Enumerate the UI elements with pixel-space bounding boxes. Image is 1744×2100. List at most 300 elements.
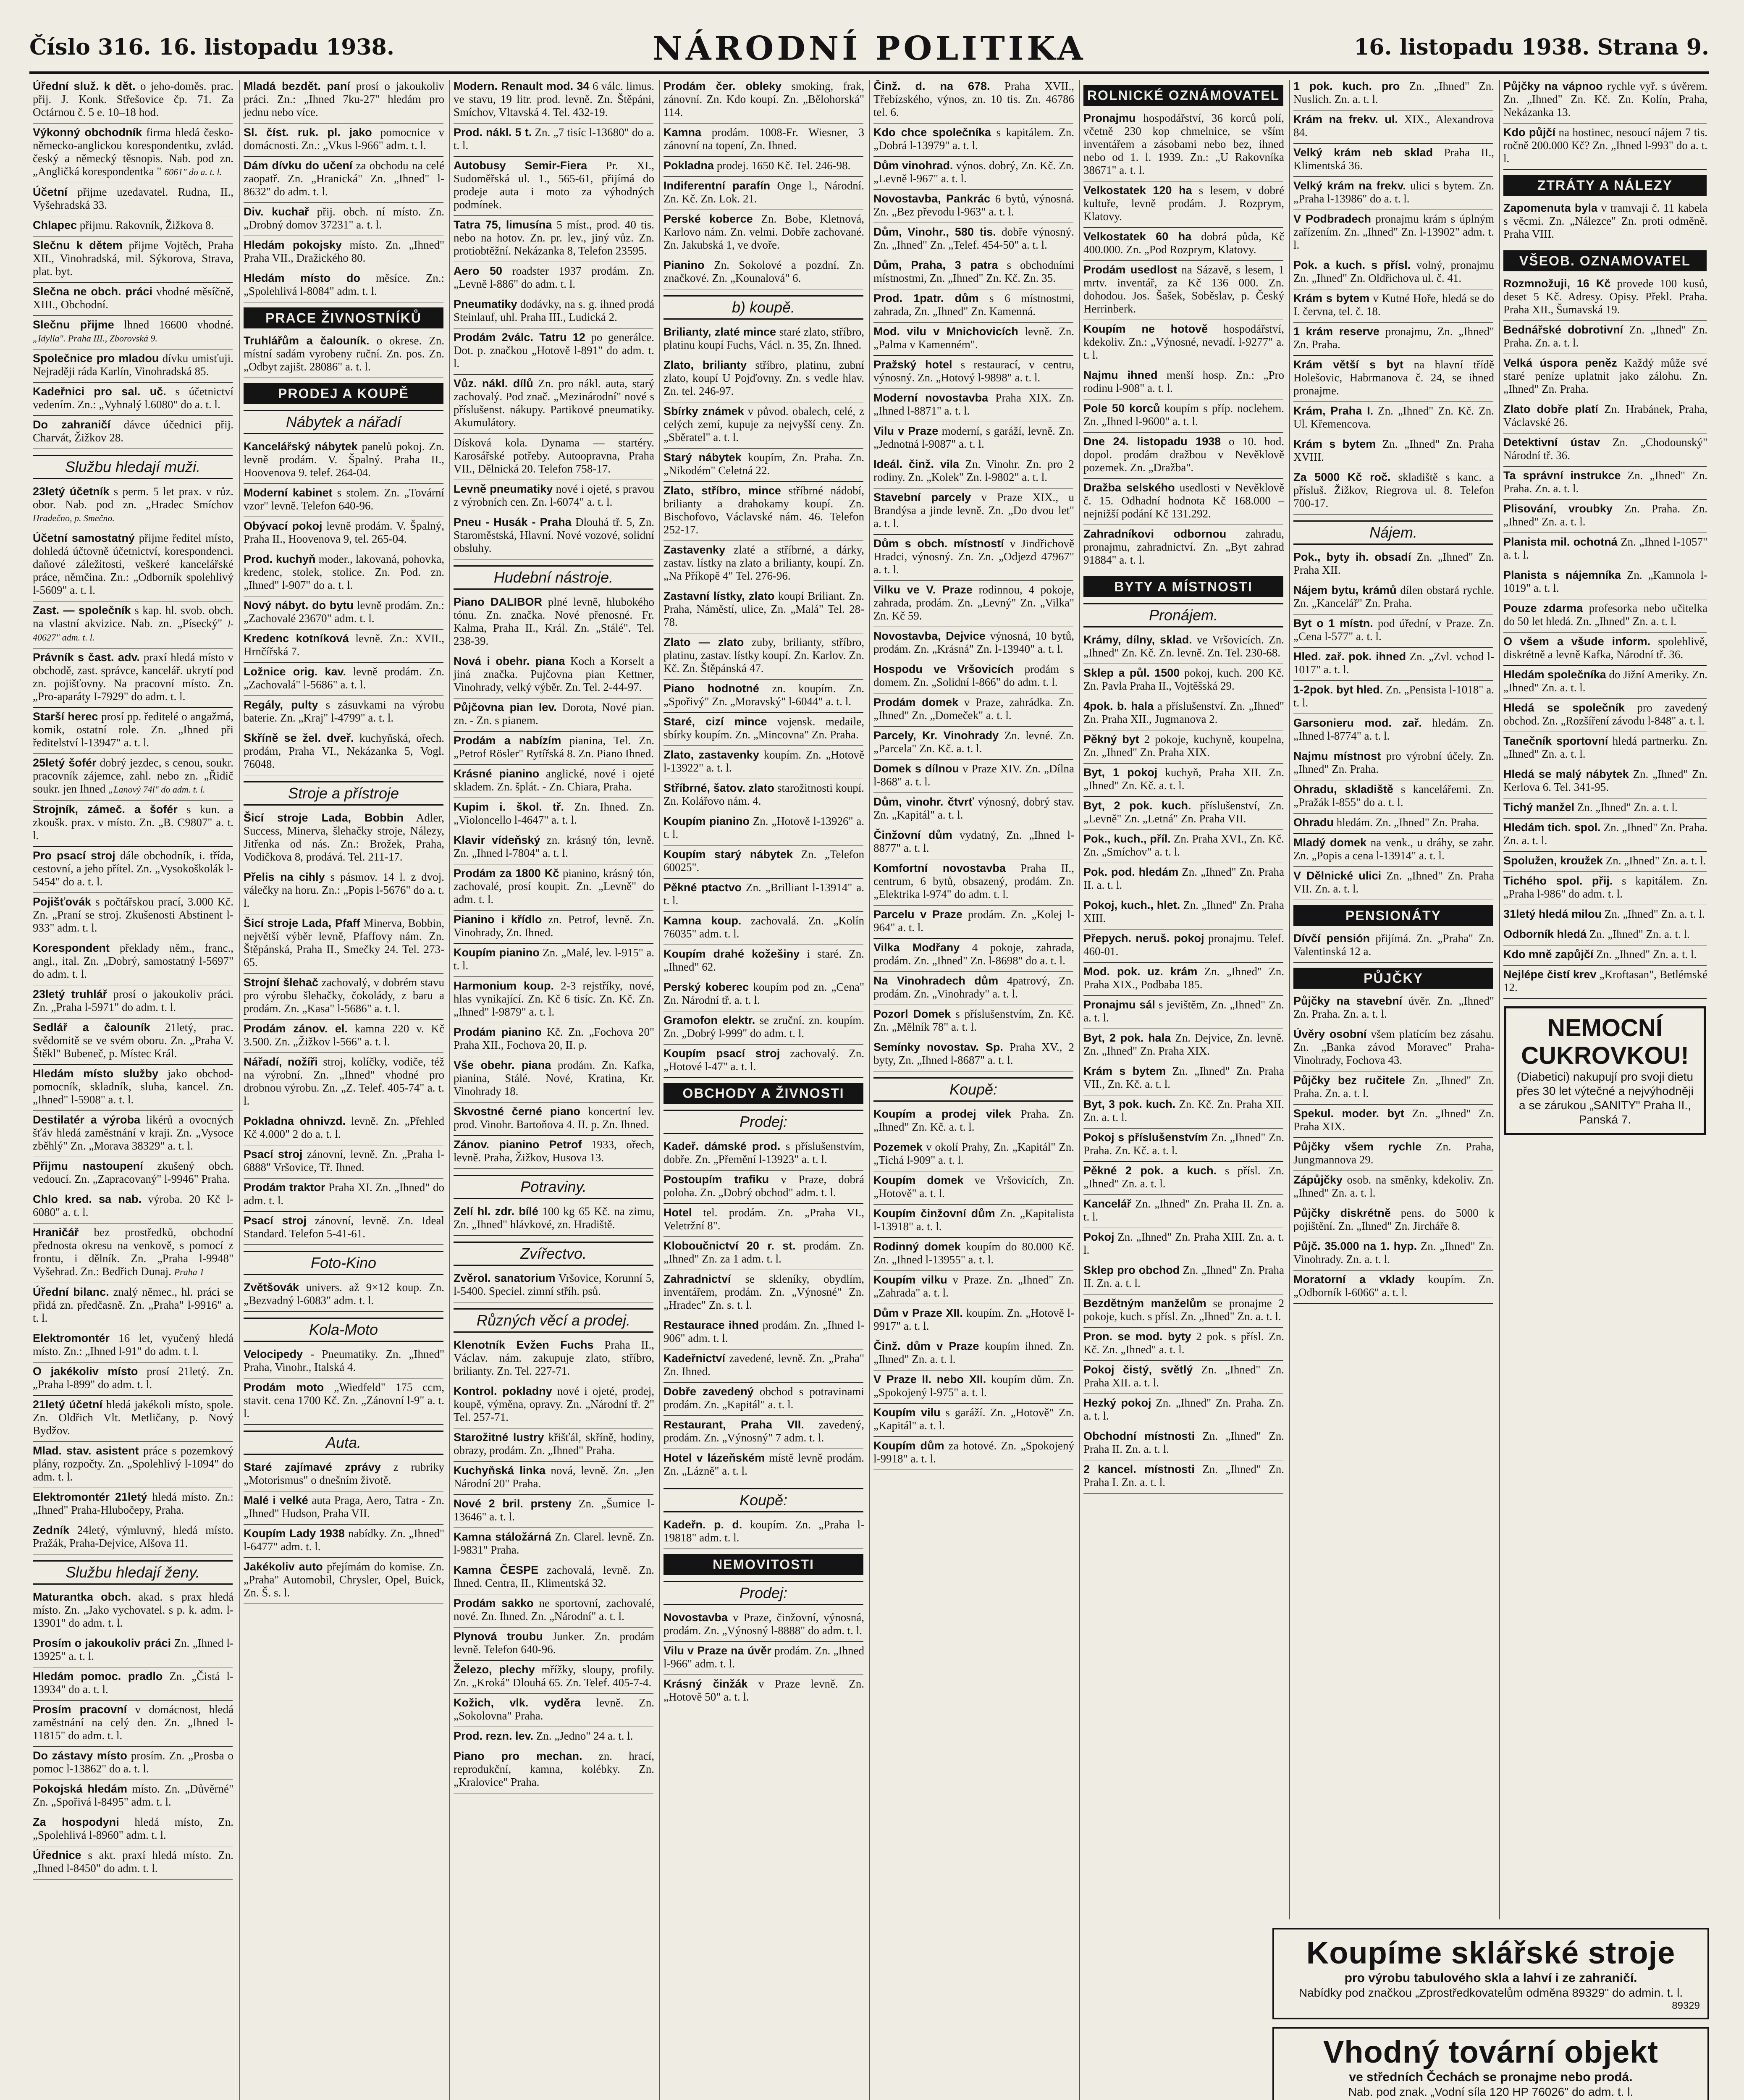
ad-text: prosí o jakoukoliv práci. Zn.: „Ihned 7ku-27" hledám pro jednu nebo více. xyxy=(244,80,444,118)
ad-heading: Kamna ČESPE xyxy=(454,1564,539,1576)
ad-text: Každý může své staré peníze uplatnit jako zálohu. Zn. „Ihned" Zn. Praha. xyxy=(1503,357,1708,395)
ad-heading: Malé i velké xyxy=(244,1494,308,1507)
ad-text: levně. Zn. „Přehled Kč 4.000" 2 do a. t. l. xyxy=(244,1115,445,1140)
classified-ad xyxy=(1293,995,1494,1021)
ad-text: hledám. Zn. „Ihned" Zn. Praha. xyxy=(1336,816,1479,829)
ad-text: z rubriky „Motorismus" o dnešním životě. xyxy=(244,1461,445,1486)
ad-text: Zn. „Ihned" Zn. Praha VII. Zn. a. t. l. xyxy=(1293,869,1494,895)
classified-ad xyxy=(33,1160,233,1186)
classified-ad xyxy=(873,292,1074,318)
ad-text: dobrý jezdec, s cenou, soukr. pracovník zájemce, zahl. nebo zn. „Řidič soukr. jen Ihned xyxy=(33,756,233,795)
ad-text: nabídky. Zn. „Ihned" l-6477" adm. t. l. xyxy=(244,1527,444,1553)
classified-ad xyxy=(873,458,1074,484)
classified-ad xyxy=(33,1067,233,1106)
ad-divider xyxy=(33,1746,233,1747)
ad-text: příslušenství, Zn. „Levně" Zn. „Letná" Zn. Praha VII. xyxy=(1083,799,1284,825)
ad-heading: Komfortní novostavba xyxy=(873,862,1006,874)
classified-ad xyxy=(244,334,444,373)
ad-heading: Ložnice orig. kav. xyxy=(244,665,346,678)
ad-text: na hlavní třídě Holešovic, Habrmanova č. 24, se ihned pronajme. xyxy=(1293,358,1495,397)
column-1 xyxy=(29,80,236,2100)
classified-ad xyxy=(33,418,233,444)
ad-text: koupí Briliant. Zn. Praha, Náměstí, ulice, Zn. „Malá" Tel. 28-78. xyxy=(664,590,865,628)
classified-ad xyxy=(33,186,233,212)
classified-ad xyxy=(873,630,1074,656)
ad-heading: Krámy, dílny, sklad. xyxy=(1083,633,1192,646)
ad-text: akad. s prax hledá místo. Zn. „Jako vychovatel. s p. k. adm. l-13901" do adm. t. l. xyxy=(33,1591,234,1629)
ad-heading: Detektivní ústav xyxy=(1503,436,1600,449)
ad-heading: Za 5000 Kč roč. xyxy=(1293,471,1391,483)
ad-text: 21letý, prac. svědomitě se ve svém oboru. Zn. „Praha V. Štěkl" Bubeneč, p. Místec Král. xyxy=(33,1021,234,1060)
ad-heading: Velocipedy xyxy=(244,1348,303,1360)
classified-ad xyxy=(454,80,654,119)
ad-heading: Železo, plechy xyxy=(454,1663,535,1676)
ad-heading: Zánov. pianino Petrof xyxy=(454,1138,582,1151)
ad-divider xyxy=(33,892,233,893)
ad-text: v okolí Prahy, Zn. „Kapitál" Zn. „Tichá l-909" a. t. l. xyxy=(873,1141,1075,1166)
ad-heading: Jakékoliv auto xyxy=(244,1560,323,1573)
ad-heading: Pokoj xyxy=(1083,1231,1115,1243)
classified-ad xyxy=(873,159,1074,185)
column-6 xyxy=(1079,80,1287,2100)
ad-heading: Ta správní instrukce xyxy=(1503,469,1621,482)
classified-ad xyxy=(244,159,444,198)
ad-text: prodám. 1008-Fr. Wiesner, 3 zánovní na topení, Zn. Ihned. xyxy=(664,126,864,152)
ad-text: s příslušenstvím, dobře. Zn. „Přemění l-13923" a. t. l. xyxy=(664,1140,865,1166)
ad-heading: Přijmu nastoupení xyxy=(33,1160,143,1172)
ad-text: v původ. obalech, celé, z celých zemí, kupuje za nejvyšší ceny. Zn. „Sběratel" a. t. l. xyxy=(664,405,865,444)
classified-ad xyxy=(1293,1240,1494,1266)
ad-text: prosí pp. ředitelé o angažmá, komik, ostatní role. Zn. „Ihned při ředitelství l-13947" a. t. l. xyxy=(33,710,233,749)
ad-heading: Prodám a nabízím xyxy=(454,734,561,747)
ad-divider xyxy=(1503,851,1707,852)
ad-heading: Modern. Renault mod. 34 xyxy=(454,80,590,92)
masthead xyxy=(29,25,1709,74)
ad-text: úvěr. Zn. „Ihned" Zn. Praha. Zn. a. t. l. xyxy=(1293,995,1495,1020)
classified-ad xyxy=(1083,766,1284,792)
ad-text: Praha. Zn. „Ihned" Zn. Kč. a. t. l. xyxy=(873,1108,1075,1133)
ad-heading: Pneumatiky xyxy=(454,298,517,310)
ad-text: v tramvaji č. 11 kabela s věcmi. Zn. „Nálezce" Zn. proti odměně. Praha VIII. xyxy=(1503,202,1708,240)
ad-heading: Tichý manžel xyxy=(1503,801,1575,814)
ad-text: Praha XV., 2 byty, Zn. „Ihned l-8687" a. t. l. xyxy=(873,1041,1074,1066)
ad-code: Praha 1 xyxy=(174,1267,205,1277)
classified-ad xyxy=(664,405,864,444)
ad-heading: Piano pro mechan. xyxy=(454,1750,582,1762)
classified-ad xyxy=(1293,617,1494,643)
ad-heading: Skvostné černé piano xyxy=(454,1105,580,1118)
ad-divider xyxy=(244,662,443,663)
ad-heading: Byt, 1 pokoj xyxy=(1083,766,1158,779)
ad-heading: Planista mil. ochotná xyxy=(1503,536,1618,548)
ad-text: zavedené, levně. Zn. „Praha" Zn. Ihned. xyxy=(664,1352,864,1378)
ad-text: levně prodám. V. Špalný, Praha II., Hoovenova 9, tel. 265-04. xyxy=(244,520,445,545)
classified-ad xyxy=(873,1041,1074,1067)
ad-heading: Přelis na cihly xyxy=(244,871,325,883)
classified-ad xyxy=(1503,948,1707,961)
ad-heading: Destilatér a výroba xyxy=(33,1113,141,1126)
ad-divider xyxy=(1083,478,1283,479)
classified-ad xyxy=(873,974,1074,1000)
ad-text: Vršovice, Korunní 5, l-5400. Speciel. zimní stříh. psů. xyxy=(454,1272,654,1297)
classified-ad xyxy=(873,941,1074,967)
ad-text: dílen obstará rychle. Zn. „Kancelář" Zn. Praha. xyxy=(1293,584,1494,609)
ad-text: Zn. „Ihned" Zn. Praha. Zn. a. t. l. xyxy=(1503,469,1708,495)
ad-divider xyxy=(1083,995,1283,996)
boxed-ad-heading: NEMOCNÍ CUKROVKOU! xyxy=(1521,1014,1689,1069)
classified-ad xyxy=(1503,602,1707,628)
ad-divider xyxy=(664,176,863,177)
ad-heading: Hled. zař. pok. ihned xyxy=(1293,650,1406,663)
ad-text: roadster 1937 prodám. Zn. „Levně l-886" do adm. t. l. xyxy=(454,265,654,290)
ad-heading: Účetní xyxy=(33,186,68,198)
ad-heading: Strojník, zámeč. a šofér xyxy=(33,803,178,816)
ad-heading: Chlapec xyxy=(33,219,77,231)
ad-text: stříbro, platinu, zubní zlato, koupí U Pojďovny. Zn. s vedle hlav. Zn. tel. 246-97. xyxy=(664,359,864,397)
classified-ad xyxy=(1083,481,1284,520)
classified-ad xyxy=(244,1022,444,1048)
classified-ad xyxy=(454,1105,654,1131)
ad-heading: Pok. a kuch. s přísl. xyxy=(1293,259,1411,271)
ad-text: s stolem. Zn. „Tovární vzor" levně. Telefon 640-96. xyxy=(244,486,444,512)
classified-ad xyxy=(1083,899,1284,925)
ad-heading: Účetní samostatný xyxy=(33,532,135,544)
ad-text: Zn. „Ihned" Zn. Nuslich. Zn. a. t. l. xyxy=(1293,80,1495,105)
ad-divider xyxy=(664,679,863,680)
ad-heading: Zápůjčky xyxy=(1293,1173,1343,1186)
ad-text: Zn. „Ihned" Zn. Praha XIII. xyxy=(1083,899,1285,924)
ad-divider xyxy=(873,355,1073,356)
ad-heading: Do zástavy místo xyxy=(33,1749,127,1762)
ad-code: 6061" do a. t. l. xyxy=(164,167,222,177)
ad-divider xyxy=(33,315,233,316)
classified-ad xyxy=(1293,836,1494,862)
ad-heading: Zastavenky xyxy=(664,543,726,556)
classified-ad xyxy=(454,1597,654,1623)
ad-divider xyxy=(244,1178,443,1179)
ad-heading: Restaurace ihned xyxy=(664,1319,759,1331)
classified-ad xyxy=(33,239,233,278)
classified-ad xyxy=(33,1286,233,1325)
ad-text: překlady něm., franc., angl., ital. Zn. „Dobrý, samostatný l-5697" do adm. t. l. xyxy=(33,942,233,980)
ad-divider xyxy=(244,1019,443,1020)
ad-text: Praha II., centrum, 6 bytů, obsazený, prodám. Zn. „Elektrika l-974" do adm. t. l. xyxy=(873,862,1074,900)
ad-text: menší hosp. Zn.: „Pro rodinu l-908" a. t. l. xyxy=(1083,369,1285,394)
ad-text: hledá místo. Zn.: „Ihned" Praha-Hlubočepy, Praha. xyxy=(33,1491,233,1516)
ad-text: do Jižní Ameriky. Zn. „Ihned" Zn. a. t. l. xyxy=(1503,668,1707,694)
ad-heading: Rodinný domek xyxy=(873,1240,961,1253)
classified-ad xyxy=(1503,277,1707,316)
ad-text: s přísl. Zn. „Ihned" Zn. a. t. l. xyxy=(1083,1164,1284,1190)
classified-ad xyxy=(873,259,1074,285)
classified-ad xyxy=(664,782,864,808)
ad-text: rychle vyř. s úvěrem. Zn. „Ihned" Zn. Kč. Zn. Kolín, Praha, Nekázanka 13. xyxy=(1503,80,1707,118)
boxed-ad xyxy=(1504,1006,1706,1135)
ad-text: Zn. „Ihned" Zn. Vinohrady. Zn. a. t. l. xyxy=(1293,1240,1495,1265)
ad-divider xyxy=(1083,1327,1283,1328)
ad-text: zn. krásný tón, levně. Zn. „Ihned l-7804" a. t. l. xyxy=(454,834,654,859)
ad-heading: Autobusy Semir-Fiera xyxy=(454,159,587,172)
ad-divider xyxy=(244,202,443,203)
ad-text: a příslušenství. Zn. „Ihned" Zn. Praha XII., Jugmanova 2. xyxy=(1083,700,1285,725)
ad-text: Zn. Bobe, Kletnová, Karlovo nám. Zn. velmi. Dobře zachované. Zn. Jakubská 1, ve dvoře. xyxy=(664,213,865,251)
ad-divider xyxy=(1293,680,1493,681)
ad-heading: Kancelář xyxy=(1083,1197,1132,1210)
ad-text: staré zlato, stříbro, platinu koupí Fuchs, Václ. n. 35, Zn. Ihned. xyxy=(664,326,864,351)
classified-ad xyxy=(454,265,654,291)
ad-divider xyxy=(244,1524,443,1525)
ad-heading: Dražba selského xyxy=(1083,481,1175,494)
ad-text: Zn. „Ihned l-1057" a. t. l. xyxy=(1503,536,1707,561)
section-header: NEMOVITOSTI xyxy=(664,1554,863,1575)
classified-ad xyxy=(873,1406,1074,1432)
ad-heading: Byt o 1 místn. xyxy=(1293,617,1373,630)
ad-text: za hotové. Zn. „Spokojený l-9918" a. t. l. xyxy=(873,1439,1074,1465)
classified-ad xyxy=(1293,179,1494,205)
ad-heading: Plynová troubu xyxy=(454,1630,543,1643)
ad-divider xyxy=(1293,1137,1493,1138)
ad-divider xyxy=(1293,647,1493,648)
classified-ad xyxy=(873,729,1074,755)
classified-ad xyxy=(454,377,654,429)
ad-heading: Velkostatek 60 ha xyxy=(1083,230,1192,243)
classified-ad xyxy=(454,1696,654,1722)
ad-text: Zn. Praha. Zn. „Ihned" Zn. a. t. l. xyxy=(1503,502,1707,528)
ad-heading: Pok. pod. hledám xyxy=(1083,866,1179,878)
classified-ad xyxy=(244,520,444,546)
ad-text: levně prodám. Zn.: „Zachovalé 23670" adm. t. l. xyxy=(244,599,444,625)
classified-ad xyxy=(244,239,444,265)
classified-ad xyxy=(454,1730,654,1743)
display-ad-heading: Vhodný tovární objekt xyxy=(1323,2034,1659,2069)
ad-text: 100 kg 65 Kč. na zimu, Zn. „Ihned" hlávkové, zn. Hradiště. xyxy=(454,1205,654,1231)
ad-heading: Starožitné lustry xyxy=(454,1431,544,1444)
ad-heading: Rozmnožuji, 16 Kč xyxy=(1503,277,1611,290)
ad-text: kuchyň, Praha XII. Zn. „Ihned" Zn. Kč. a. t. l. xyxy=(1083,766,1284,792)
ad-heading: Novostavba, Pankrác xyxy=(873,192,991,205)
ad-heading: Zlato, stříbro, mince xyxy=(664,484,781,497)
classified-ad xyxy=(454,655,654,694)
classified-ad xyxy=(873,583,1074,622)
ad-text: stříbrné nádobí, brilianty a drahokamy koupí. Zn. Bischofovo, Václavské nám. 46. Telefon 252-17. xyxy=(664,484,865,536)
classified-ad xyxy=(873,1207,1074,1233)
ad-text: křišťál, skříně, hodiny, obrazy, prodám. Zn. „Ihned" Praha. xyxy=(454,1431,654,1457)
ad-heading: Dům vinohrad. xyxy=(873,159,953,172)
ad-divider xyxy=(873,580,1073,581)
ad-text: 5 míst., prod. 40 tis. nebo na hotov. Zn. pr. lev., jiný vůz. Zn. protiobtěžní. Nekázanka 8, Telefon 23595. xyxy=(454,218,655,257)
ad-text: hledá místo, Zn. „Spolehlivá l-8960" adm. t. l. xyxy=(33,1816,234,1841)
ad-divider xyxy=(1083,227,1283,228)
column-8 xyxy=(1499,80,1710,1919)
classified-ad xyxy=(33,849,233,888)
ad-heading: Pok., kuch., příl. xyxy=(1083,832,1171,845)
subsection-header: Různých věcí a prodej. xyxy=(454,1308,653,1333)
classified-ad xyxy=(33,485,233,525)
classified-ad xyxy=(1083,435,1284,474)
ad-divider xyxy=(873,189,1073,190)
classified-ad xyxy=(664,636,864,675)
classified-ad xyxy=(664,1644,864,1670)
ad-text: kuchyňská, ořech. prodám, Praha VI., Nekázanka 5, Vogl. 76048. xyxy=(244,732,444,770)
ad-heading: Plisování, vroubky xyxy=(1503,502,1613,515)
section-header: ZTRÁTY A NÁLEZY xyxy=(1503,175,1707,196)
classified-ad xyxy=(454,516,654,555)
ad-heading: Aero 50 xyxy=(454,265,503,277)
ad-text: v Kutné Hoře, hledá se do I. června, tel. č. 18. xyxy=(1293,292,1494,318)
ad-heading: Nejlépe čistí krev xyxy=(1503,968,1597,981)
subsection-header: Potraviny. xyxy=(454,1175,653,1199)
ad-text: prodám. Zn. „Kolej l-964" a. t. l. xyxy=(873,908,1074,934)
classified-ad xyxy=(244,1348,444,1374)
section-header: PENSIONÁTY xyxy=(1293,905,1493,926)
subsection-header: Nájem. xyxy=(1293,520,1493,545)
ad-divider xyxy=(244,1311,443,1312)
classified-ad xyxy=(454,701,654,727)
classified-ad xyxy=(1503,357,1707,396)
ad-text: Zn. „Ihned" Zn. Kerlova 6. Tel. 341-95. xyxy=(1503,768,1708,793)
classified-ad xyxy=(873,80,1074,119)
ad-heading: Zastavní lístky, zlato xyxy=(664,590,775,602)
ad-text: se skleníky, obydlím, inventářem, prodám. Zn. „Výnosné" Zn. „Hradec" Zn. s. t. l. xyxy=(664,1273,864,1311)
ad-text: osob. na směnky, kdekoliv. Zn. „Ihned" Zn. a. t. l. xyxy=(1293,1173,1494,1199)
ad-heading: Ohradu, skladiště xyxy=(1293,783,1393,795)
ad-text: jako obchod-pomocník, skladník, sluha, kancel. Zn. „Ihned" l-5908" a. t. l. xyxy=(33,1067,233,1106)
classified-ad xyxy=(244,1214,444,1240)
ad-divider xyxy=(1293,866,1493,867)
ad-divider xyxy=(33,1700,233,1701)
classified-ad xyxy=(1083,1396,1284,1423)
ad-text: Praha XI. Zn. „Ihned" do adm. t. l. xyxy=(244,1181,444,1207)
ad-heading: Mladý domek xyxy=(1293,836,1367,849)
ad-text: auta Praga, Aero, Tatra - Zn. „Ihned" Hudson, Praha VII. xyxy=(244,1494,445,1520)
classified-ad xyxy=(664,259,864,285)
ad-heading: Koupím Lady 1938 xyxy=(244,1527,345,1540)
ad-heading: Pok., byty ih. obsadí xyxy=(1293,551,1411,563)
column-2 xyxy=(239,80,447,2100)
section-header: VŠEOB. OZNAMOVATEL xyxy=(1503,250,1707,271)
ad-text: práce s pozemkový plány, rozpočty. Zn. „Spolehlivý l-1094" do adm. t. l. xyxy=(33,1444,234,1483)
ad-text: zn. hrací, reprodukční, kamna, kolébky. Zn. „Kralovice" Praha. xyxy=(454,1750,654,1788)
classified-ad xyxy=(1083,1164,1284,1190)
ad-text: levně prodám. Zn. „Zachovalá" l-5686" a. t. l. xyxy=(244,665,444,691)
classified-ad xyxy=(1503,569,1707,595)
ad-text: Zn. „Ihned" Zn. Praha. Zn. Kč. a. t. l. xyxy=(1083,1131,1285,1157)
ad-text: Zn. Kč. Zn. Praha XII. Zn. a. t. l. xyxy=(1083,1098,1284,1124)
ad-divider xyxy=(664,1077,863,1078)
classified-ad xyxy=(1503,735,1707,761)
ad-heading: Prodám moto xyxy=(244,1381,324,1394)
ad-text: s pásmov. 14 l. z dvoj. válečky na horu. Zn.: „Popis l-5676" do a. t. l. xyxy=(244,871,445,909)
classified-ad xyxy=(873,537,1074,576)
classified-ad xyxy=(664,484,864,536)
ad-text: v Praze levně. Zn. „Hotově 50" a. t. l. xyxy=(664,1677,864,1703)
ad-divider xyxy=(1083,1128,1283,1129)
ad-text: v domácnost, hledá zaměstnání na celý den. Zn. „Ihned l-11815" do adm. t. l. xyxy=(33,1703,233,1742)
ad-divider xyxy=(664,156,863,157)
classified-ad xyxy=(1293,292,1494,318)
ad-divider xyxy=(1083,1493,1283,1494)
ad-heading: Činž. dům v Praze xyxy=(873,1340,979,1352)
classified-ad xyxy=(1083,1131,1284,1157)
ad-heading: Regály, pulty xyxy=(244,698,318,711)
classified-ad xyxy=(33,1113,233,1152)
ad-text: na hostinec, nesoucí nájem 7 tis. ročně 200.000 Kč? Zn. „Ihned l-993" do a. t. l. xyxy=(1503,126,1707,165)
classified-ad xyxy=(873,829,1074,855)
ad-heading: Koupím dům xyxy=(873,1439,944,1452)
ad-text: zn. Petrof, levně. Zn. Vinohrady, Zn. Ihned. xyxy=(454,913,654,939)
ad-heading: Půjčky všem rychle xyxy=(1293,1140,1422,1153)
classified-ad xyxy=(1293,146,1494,172)
ad-divider xyxy=(873,759,1073,760)
ad-divider xyxy=(1083,763,1283,764)
ad-heading: Maturantka obch. xyxy=(33,1591,131,1603)
classified-ad xyxy=(664,80,864,119)
ad-text: nové i ojeté, prodej, koupě, výměna, opravy. Zn. „Národní tř. 2" Tel. 257-71. xyxy=(454,1385,654,1423)
ad-divider xyxy=(1083,1194,1283,1195)
classified-ad xyxy=(664,948,864,974)
classified-ad xyxy=(244,272,444,298)
ad-heading: Kancelářský nábytek xyxy=(244,440,358,453)
classified-ad xyxy=(1083,1264,1284,1290)
classified-ad xyxy=(1293,869,1494,895)
ad-text: XIX., Alexandrova 84. xyxy=(1293,113,1494,139)
classified-ad xyxy=(873,908,1074,934)
subsection-header: Prodej: xyxy=(664,1110,863,1134)
ad-divider xyxy=(454,1235,653,1236)
ad-text: vojensk. medaile, sbírky koupím. Zn. „Mincovna" Zn. Praha. xyxy=(664,715,864,741)
classified-ad xyxy=(664,748,864,774)
ad-text: přijme Vojtěch, Praha XII., Vinohradská, mil. Sýkorova, Strava, plat. byt. xyxy=(33,239,233,278)
ad-text: znalý němec., hl. práci se přidá zn. předčasně. Zn. „Praha" l-9916" a. t. l. xyxy=(33,1286,233,1324)
classified-ad xyxy=(1503,202,1707,241)
ad-heading: Prodám domek xyxy=(873,696,959,709)
section-header: ROLNICKÉ OZNÁMOVATEL xyxy=(1083,85,1283,106)
classified-ad xyxy=(1293,1273,1494,1299)
classified-ad xyxy=(873,391,1074,417)
ad-text: s restaurací, v centru, výnosný. Zn. „Hotový l-9898" a. t. l. xyxy=(873,358,1074,384)
classified-ad xyxy=(1293,551,1494,577)
ad-heading: Moderní novostavba xyxy=(873,391,989,404)
ad-text: Dlouhá tř. 5, Zn. Staroměstská, Hlavní. Nové vozové, solidní obsluhy. xyxy=(454,516,654,554)
display-ad-subheading: ve středních Čechách se pronajme nebo prodá. xyxy=(1349,2070,1633,2084)
subsection-header: Kola-Moto xyxy=(244,1318,443,1342)
ad-text: Pr. XI., Sudoměřská ul. 1., 565-61, přijímá do prodeje auta i moto za výhodných podmínek. xyxy=(454,159,655,211)
classified-ad xyxy=(1293,650,1494,676)
ad-text: dávce účednici přij. Charvát, Žižkov 28. xyxy=(33,418,234,444)
ad-text: Zn. „Jedno" 24 a. t. l. xyxy=(536,1730,633,1742)
ad-text: v Jindřichově Hradci, výnosný. Zn. Zn. „Odjezd 47967" a. t. l. xyxy=(873,537,1075,576)
ad-divider xyxy=(1293,322,1493,323)
ad-heading: Levně pneumatiky xyxy=(454,483,553,495)
ad-heading: Zahradnictví xyxy=(664,1273,731,1285)
classified-ad xyxy=(1083,965,1284,991)
ad-text: kamna 220 v. Kč 3.500. Zn. „Žižkov l-566" a. t. l. xyxy=(244,1022,445,1048)
ad-heading: Hezký pokoj xyxy=(1083,1396,1151,1409)
ad-divider xyxy=(244,1244,443,1245)
ad-heading: Hledám místo do xyxy=(244,272,361,284)
ad-heading: Úvěry osobní xyxy=(1293,1028,1367,1040)
ad-heading: Dům, Vinohr., 580 tis. xyxy=(873,226,996,238)
ad-divider xyxy=(454,1660,653,1661)
ad-heading: Prosím pracovní xyxy=(33,1703,127,1716)
ad-text: s počtářskou prací, 3.000 Kč. Zn. „Praní se stroj. Zkušenosti Abstinent l-933" adm. t. l. xyxy=(33,895,234,934)
ad-heading: Prodám zánov. el. xyxy=(244,1022,348,1035)
ad-heading: Bednářské dobrotivní xyxy=(1503,323,1623,336)
classified-ad xyxy=(1083,667,1284,693)
classified-ad xyxy=(244,553,444,592)
ad-heading: Pozemek xyxy=(873,1141,923,1153)
ad-divider xyxy=(873,971,1073,972)
